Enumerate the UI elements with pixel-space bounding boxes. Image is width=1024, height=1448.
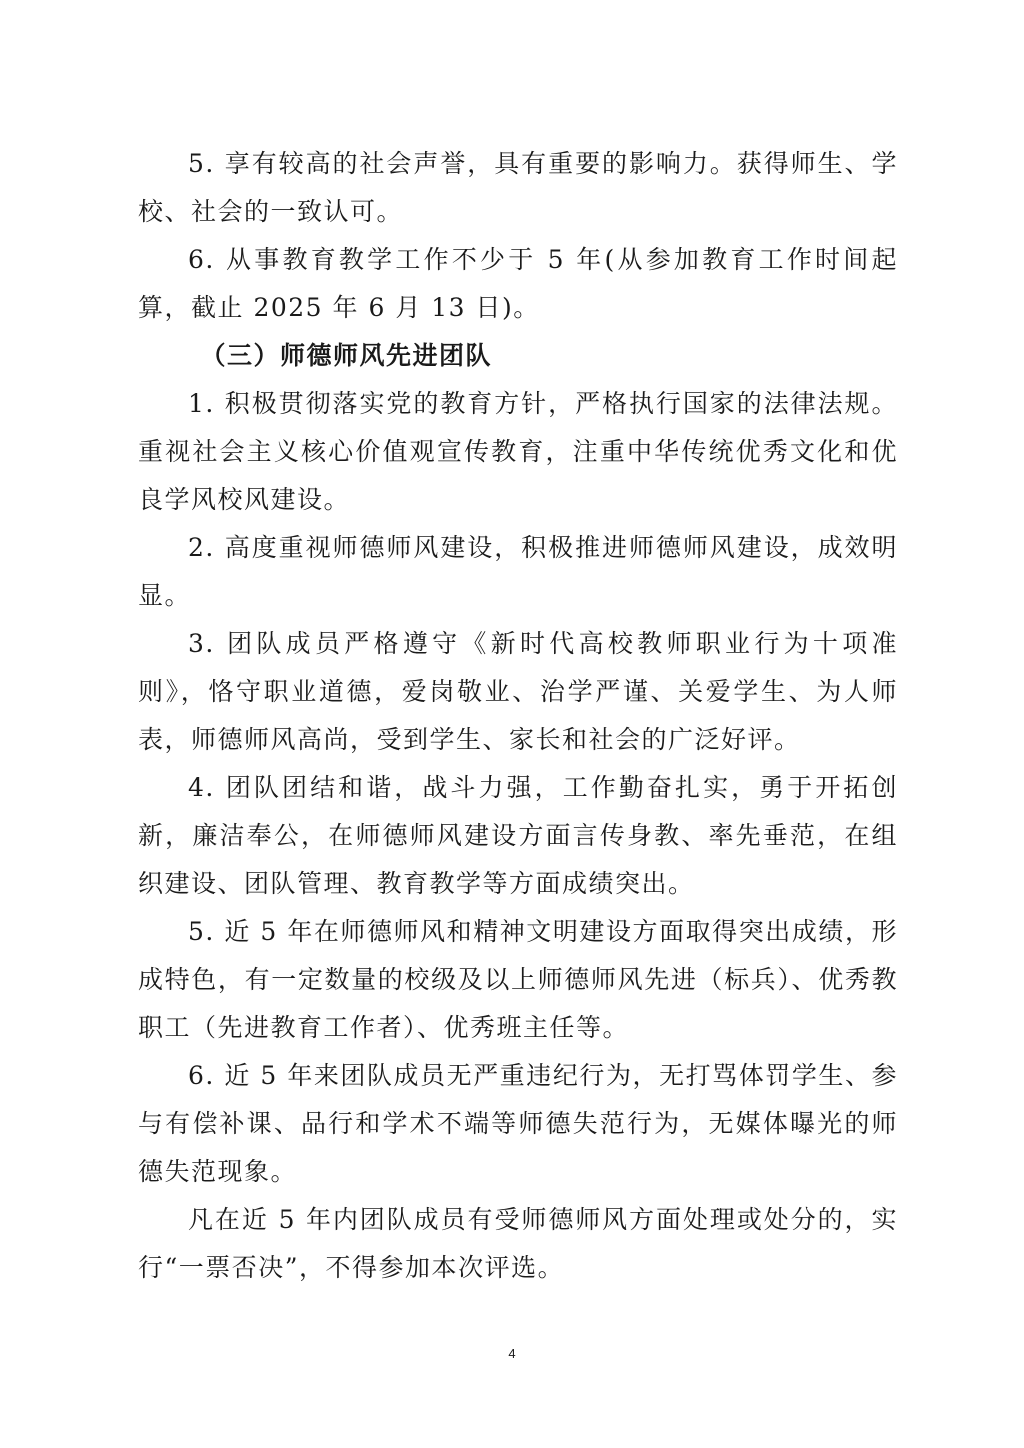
paragraph-team-criterion-6: 6. 近 5 年来团队成员无严重违纪行为，无打骂体罚学生、参与有偿补课、品行和学术不端等师德失范行为，无媒体曝光的师德失范现象。 <box>138 1061 898 1186</box>
paragraph-team-criterion-3: 3. 团队成员严格遵守《新时代高校教师职业行为十项准则》，恪守职业道德，爱岗敬业、治学严谨、关爱学生、为人师表，师德师风高尚，受到学生、家长和社会的广泛好评。 <box>138 629 898 754</box>
paragraph-criterion-5-reputation: 5. 享有较高的社会声誉，具有重要的影响力。获得师生、学校、社会的一致认可。 <box>138 149 898 226</box>
paragraph-veto-rule: 凡在近 5 年内团队成员有受师德师风方面处理或处分的，实行“一票否决”，不得参加本次评选。 <box>138 1205 898 1282</box>
document-body <box>138 140 898 1292</box>
page-number: 4 <box>508 1346 516 1361</box>
section-heading-advanced-team: （三）师德师风先进团队 <box>200 341 493 370</box>
paragraph-team-criterion-4: 4. 团队团结和谐，战斗力强，工作勤奋扎实，勇于开拓创新，廉洁奉公，在师德师风建设方面言传身教、率先垂范，在组织建设、团队管理、教育教学等方面成绩突出。 <box>138 773 898 898</box>
paragraph-criterion-6-years: 6. 从事教育教学工作不少于 5 年(从参加教育工作时间起算，截止 2025 年 6 月 13 日)。 <box>138 245 898 322</box>
paragraph-team-criterion-5: 5. 近 5 年在师德师风和精神文明建设方面取得突出成绩，形成特色，有一定数量的校级及以上师德师风先进（标兵）、优秀教职工（先进教育工作者）、优秀班主任等。 <box>138 917 898 1042</box>
paragraph-team-criterion-2: 2. 高度重视师德师风建设，积极推进师德师风建设，成效明显。 <box>138 533 898 610</box>
paragraph-team-criterion-1: 1. 积极贯彻落实党的教育方针，严格执行国家的法律法规。重视社会主义核心价值观宣传教育，注重中华传统优秀文化和优良学风校风建设。 <box>138 389 898 514</box>
